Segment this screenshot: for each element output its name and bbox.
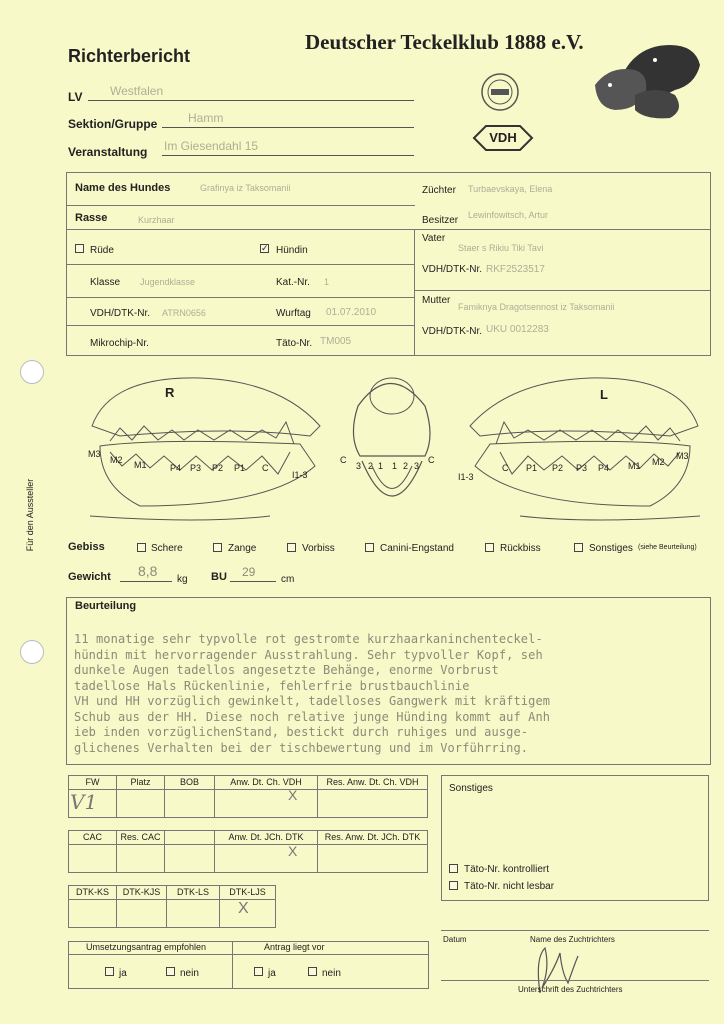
vdh-label: VDH/DTK-Nr. — [90, 308, 150, 319]
umsetzung-ja-checkbox[interactable] — [105, 967, 114, 976]
beurteilung-line: hündin mit hervorragender Ausstrahlung. Sehr typvoller Kopf, seh — [74, 647, 543, 662]
klasse-value: Jugendklasse — [140, 277, 196, 287]
umsetzung-nein-checkbox[interactable] — [166, 967, 175, 976]
zuechter-label: Züchter — [422, 185, 456, 196]
tooth-label: P1 — [526, 463, 538, 473]
tooth-label: 1 — [392, 461, 398, 471]
tooth-label: P2 — [552, 463, 564, 473]
sektion-label: Sektion/Gruppe — [68, 117, 158, 131]
besitzer-value: Lewinfowitsch, Artur — [468, 210, 549, 220]
zuechter-value: Turbaevskaya, Elena — [468, 184, 553, 194]
award-header: Res. Anw. Dt. Ch. VDH — [326, 777, 419, 787]
tooth-label: C — [340, 455, 347, 465]
taeto-kontrolliert-checkbox[interactable] — [449, 864, 458, 873]
award-header: Res. Anw. Dt. JCh. DTK — [324, 832, 421, 842]
beurteilung-text[interactable] — [74, 632, 708, 756]
chip-label: Mikrochip-Nr. — [90, 338, 149, 349]
mutter-value: Famiknya Dragotsennost iz Taksomanii — [458, 302, 615, 312]
gebiss-option: Zange — [228, 543, 257, 554]
tooth-label: P4 — [170, 463, 182, 473]
wurftag-label: Wurftag — [276, 308, 311, 319]
datum-label: Datum — [443, 935, 467, 944]
gebiss-canini-checkbox[interactable] — [365, 543, 374, 552]
award-header: DTK-KJS — [122, 887, 161, 897]
page-title: Richterbericht — [68, 46, 191, 66]
jaw-right-label: R — [165, 385, 175, 400]
umsetzung-nein-label: nein — [180, 968, 199, 979]
antrag-ja-checkbox[interactable] — [254, 967, 263, 976]
tooth-label: M3 — [88, 449, 101, 459]
mutter-nr-value: UKU 0012283 — [486, 324, 549, 335]
tooth-label: 1 — [378, 461, 384, 471]
huendin-label: Hündin — [276, 245, 308, 256]
bu-field[interactable]: 29 — [230, 567, 276, 582]
name-value: Grafinya iz Taksomanii — [200, 183, 291, 193]
umsetzung-label: Umsetzungsantrag empfohlen — [86, 942, 207, 952]
gebiss-rueckbiss-checkbox[interactable] — [485, 543, 494, 552]
taeto-kontrolliert-label: Täto-Nr. kontrolliert — [464, 864, 550, 875]
fw-value: V1 — [70, 790, 98, 814]
award-header: Anw. Dt. JCh. DTK — [228, 832, 304, 842]
dentition-diagram — [80, 366, 710, 526]
anw-dtk-mark: X — [288, 843, 298, 859]
richter-name-label: Name des Zuchtrichters — [530, 935, 615, 944]
anw-vdh-mark: X — [288, 787, 298, 803]
gebiss-schere-checkbox[interactable] — [137, 543, 146, 552]
wurftag-value: 01.07.2010 — [326, 307, 377, 318]
tooth-label: 3 — [414, 461, 420, 471]
katnr-label: Kat.-Nr. — [276, 277, 310, 288]
tooth-label: M1 — [628, 461, 641, 471]
katnr-value: 1 — [324, 277, 330, 287]
vater-label: Vater — [422, 233, 446, 244]
vater-nr-value: RKF2523517 — [486, 264, 545, 275]
beurteilung-line: tadellose Hals Rückenlinie, fehlerfrie brustbauchlinie — [74, 678, 470, 693]
beurteilung-line: 11 monatige sehr typvolle rot gestromte kurzhaarkaninchenteckel- — [74, 632, 543, 646]
tooth-label: P2 — [212, 463, 224, 473]
gebiss-zange-checkbox[interactable] — [213, 543, 222, 552]
ruede-label: Rüde — [90, 245, 114, 256]
sonstiges-label: Sonstiges — [449, 783, 493, 794]
vater-value: Staer s Rikiu Tiki Tavi — [458, 243, 544, 253]
antrag-ja-label: ja — [268, 968, 276, 979]
club-seal-icon — [480, 72, 520, 112]
taeto-nicht-lesbar-label: Täto-Nr. nicht lesbar — [464, 881, 555, 892]
gebiss-vorbiss-checkbox[interactable] — [287, 543, 296, 552]
club-name: Deutscher Teckelklub 1888 e.V. — [305, 30, 584, 54]
sektion-field[interactable]: Hamm — [162, 113, 414, 128]
award-header: DTK-LJS — [229, 887, 266, 897]
vdh-value: ATRN0656 — [162, 308, 206, 318]
rasse-label: Rasse — [75, 212, 108, 224]
beurteilung-line: dunkele Augen tadellos angesetzte Behänge, enorme Vorbrust — [74, 663, 499, 677]
unterschrift-label: Unterschrift des Zuchtrichters — [518, 985, 623, 994]
mutter-label: Mutter — [422, 295, 451, 306]
taeto-value: TM005 — [320, 336, 352, 347]
award-empty-cell[interactable] — [164, 830, 215, 873]
bu-label: BU — [211, 571, 227, 583]
beurteilung-line: Schub aus der HH. Diese noch relative junge Hünding kommt auf Anh — [74, 709, 551, 724]
veranstaltung-label: Veranstaltung — [68, 145, 148, 159]
award-header: FW — [85, 777, 100, 787]
award-header: Res. CAC — [120, 832, 161, 842]
side-text: Für den Aussteller — [25, 478, 35, 552]
lv-field[interactable]: Westfalen — [88, 86, 414, 101]
rasse-value: Kurzhaar — [138, 215, 175, 225]
award-header: CAC — [82, 832, 102, 842]
ruede-checkbox[interactable] — [75, 244, 84, 253]
name-label: Name des Hundes — [75, 182, 171, 194]
gewicht-label: Gewicht — [68, 571, 111, 583]
punch-hole-top — [20, 360, 44, 384]
tooth-label: C — [502, 463, 509, 473]
beurteilung-line: ieb inden vorzüglichenStand, bestickt durch ruhiges und ausge- — [74, 725, 529, 739]
beurteilung-line: glichenes Verhalten bei der tischbewertung und im Vorführring. — [74, 740, 529, 755]
gebiss-option: Sonstiges — [589, 543, 633, 554]
tooth-label: P1 — [234, 463, 246, 473]
umsetzung-ja-label: ja — [119, 968, 127, 979]
tooth-label: M3 — [676, 451, 689, 461]
award-header: BOB — [179, 777, 199, 787]
gebiss-option: Schere — [151, 543, 183, 554]
award-header: Platz — [130, 777, 151, 787]
lv-label: LV — [68, 90, 83, 104]
beurteilung-label: Beurteilung — [75, 600, 137, 612]
dtk-ljs-mark: X — [238, 900, 249, 917]
antrag-nein-checkbox[interactable] — [308, 967, 317, 976]
tooth-label: C — [428, 455, 435, 465]
huendin-checkbox[interactable]: ✓ — [261, 243, 269, 253]
award-header: Anw. Dt. Ch. VDH — [230, 777, 302, 787]
tooth-label: 2 — [368, 461, 374, 471]
besitzer-label: Besitzer — [422, 215, 459, 226]
tooth-label: P4 — [598, 463, 610, 473]
tooth-label: P3 — [576, 463, 588, 473]
tooth-label: I1-3 — [292, 470, 308, 480]
gebiss-option: Canini-Engstand — [380, 543, 454, 554]
punch-hole-bottom — [20, 640, 44, 664]
klasse-label: Klasse — [90, 277, 121, 288]
tooth-label: M2 — [652, 457, 665, 467]
jaw-left-label: L — [600, 387, 608, 402]
gebiss-option: Vorbiss — [302, 543, 335, 554]
gebiss-sonstiges-checkbox[interactable] — [574, 543, 583, 552]
gebiss-sonstiges-note: (siehe Beurteilung) — [638, 544, 697, 551]
tooth-label: M2 — [110, 455, 123, 465]
award-header: DTK-KS — [75, 887, 109, 897]
gebiss-option: Rückbiss — [500, 543, 541, 554]
taeto-label: Täto-Nr. — [276, 338, 313, 349]
award-header: DTK-LS — [176, 887, 209, 897]
antrag-nein-label: nein — [322, 968, 341, 979]
bu-unit: cm — [281, 574, 295, 585]
tooth-label: M1 — [134, 460, 147, 470]
vater-nr-label: VDH/DTK-Nr. — [422, 264, 482, 275]
gebiss-label: Gebiss — [68, 541, 105, 553]
mutter-nr-label: VDH/DTK-Nr. — [422, 326, 482, 337]
veranstaltung-field[interactable]: Im Giesendahl 15 — [162, 141, 414, 156]
tooth-label: I1-3 — [458, 472, 474, 482]
vdh-logo: VDH — [472, 124, 534, 152]
tooth-label: P3 — [190, 463, 202, 473]
taeto-nicht-lesbar-checkbox[interactable] — [449, 881, 458, 890]
gewicht-field[interactable]: 8,8 — [120, 567, 172, 582]
tooth-label: 2 — [403, 461, 409, 471]
dachshund-logo-icon — [585, 30, 705, 120]
beurteilung-line: VH und HH vorzüglich gewinkelt, tadelloses Gangwerk mit kräftigem — [74, 694, 551, 708]
antrag-label: Antrag liegt vor — [264, 942, 325, 952]
tooth-label: 3 — [356, 461, 362, 471]
tooth-label: C — [262, 463, 269, 473]
gewicht-unit: kg — [177, 574, 188, 585]
